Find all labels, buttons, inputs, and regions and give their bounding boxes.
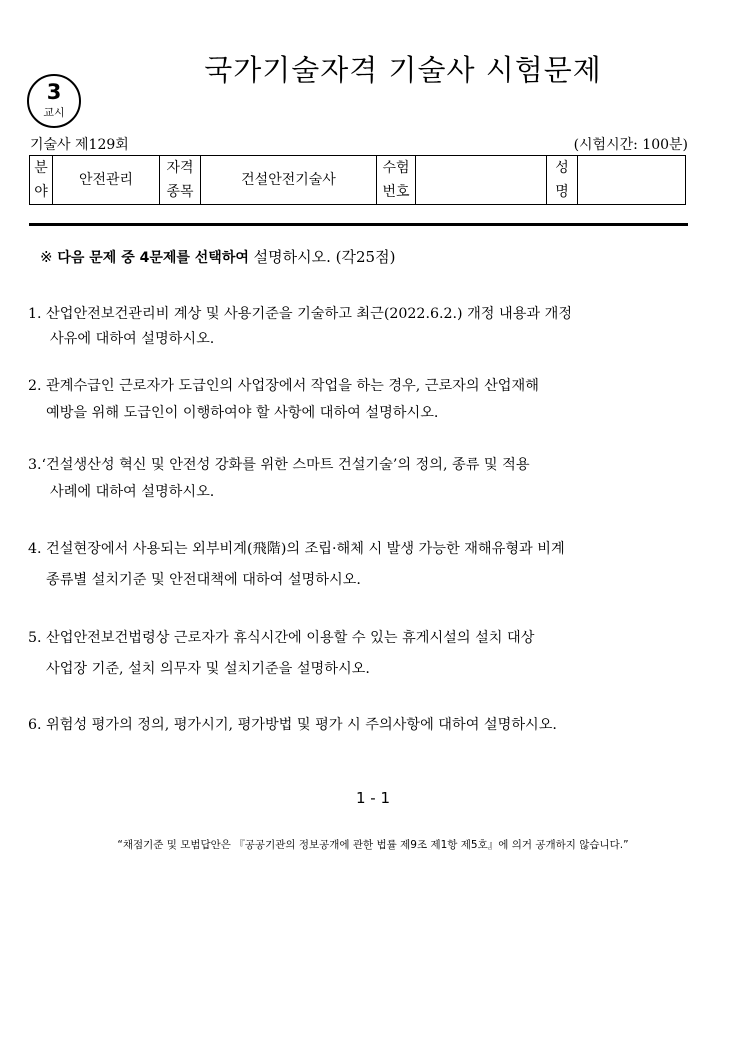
question-text-continued: 예방을 위해 도급인이 이행하여야 할 사항에 대하여 설명하시오. xyxy=(46,405,439,421)
field-label-top: 분 xyxy=(34,160,48,176)
field-label-bottom: 야 xyxy=(34,184,48,200)
page-number: 1 - 1 xyxy=(355,789,391,807)
field-label-cell xyxy=(30,156,53,205)
instruction xyxy=(40,247,706,268)
question-6 xyxy=(28,717,692,734)
period-badge xyxy=(27,74,81,128)
period-number: 3 xyxy=(46,80,62,104)
exam-info-table xyxy=(29,155,686,205)
question-text: 6. 위험성 평가의 정의, 평가시기, 평가방법 및 평가 시 주의사항에 대하여 설명하시오. xyxy=(28,717,557,733)
field-value-cell xyxy=(53,156,160,205)
field-value: 안전관리 xyxy=(78,172,134,188)
name-field[interactable] xyxy=(578,156,686,205)
disclosure-notice: “채점기준 및 모범답안은 『공공기관의 정보공개에 관한 법률 제9조 제1항 제5호』에 의거 공개하지 않습니다.” xyxy=(117,839,629,851)
header-divider xyxy=(29,223,688,226)
type-value: 건설안전기술사 xyxy=(241,172,336,188)
question-text: 1. 산업안전보건관리비 계상 및 사용기준을 기술하고 최근(2022.6.2.) 개정 내용과 개정 xyxy=(28,306,573,322)
period-label: 교시 xyxy=(43,106,65,119)
page-title: 국가기술자격 기술사 시험문제 xyxy=(204,53,602,87)
number-label-cell xyxy=(377,156,416,205)
name-label-top: 성 xyxy=(555,160,569,176)
question-text-continued: 사례에 대하여 설명하시오. xyxy=(50,484,215,500)
type-label-top: 자격 xyxy=(166,160,194,176)
question-text: 3.‘건설생산성 혁신 및 안전성 강화를 위한 스마트 건설기술’의 정의, 종류 및 적용 xyxy=(28,457,530,473)
name-label-bottom: 명 xyxy=(555,184,569,200)
exam-time: (시험시간: 100분) xyxy=(573,137,688,153)
question-4 xyxy=(28,541,692,589)
instruction-prefix: ※ xyxy=(40,248,53,266)
name-label-cell xyxy=(547,156,578,205)
question-text-continued: 사유에 대하여 설명하시오. xyxy=(50,331,215,347)
question-3 xyxy=(28,457,692,501)
number-label-top: 수험 xyxy=(382,160,410,176)
type-value-cell xyxy=(201,156,377,205)
question-2 xyxy=(28,378,692,422)
instruction-bold: 다음 문제 중 4문제를 선택하여 xyxy=(57,250,249,266)
question-text-continued: 사업장 기준, 설치 의무자 및 설치기준을 설명하시오. xyxy=(46,661,370,677)
type-label-bottom: 종목 xyxy=(166,184,194,200)
question-1 xyxy=(28,306,692,348)
question-5 xyxy=(28,630,692,678)
exam-number-field[interactable] xyxy=(416,156,547,205)
question-text-continued: 종류별 설치기준 및 안전대책에 대하여 설명하시오. xyxy=(46,572,361,588)
question-text: 4. 건설현장에서 사용되는 외부비계(飛階)의 조립·해체 시 발생 가능한 재해유형과 비계 xyxy=(28,541,565,557)
question-text: 2. 관계수급인 근로자가 도급인의 사업장에서 작업을 하는 경우, 근로자의 산업재해 xyxy=(28,378,539,394)
question-text: 5. 산업안전보건법령상 근로자가 휴식시간에 이용할 수 있는 휴게시설의 설치 대상 xyxy=(28,630,535,646)
number-label-bottom: 번호 xyxy=(382,184,410,200)
type-label-cell xyxy=(160,156,201,205)
exam-round: 기술사 제129회 xyxy=(30,137,129,153)
instruction-rest: 설명하시오. (각25점) xyxy=(248,248,396,266)
